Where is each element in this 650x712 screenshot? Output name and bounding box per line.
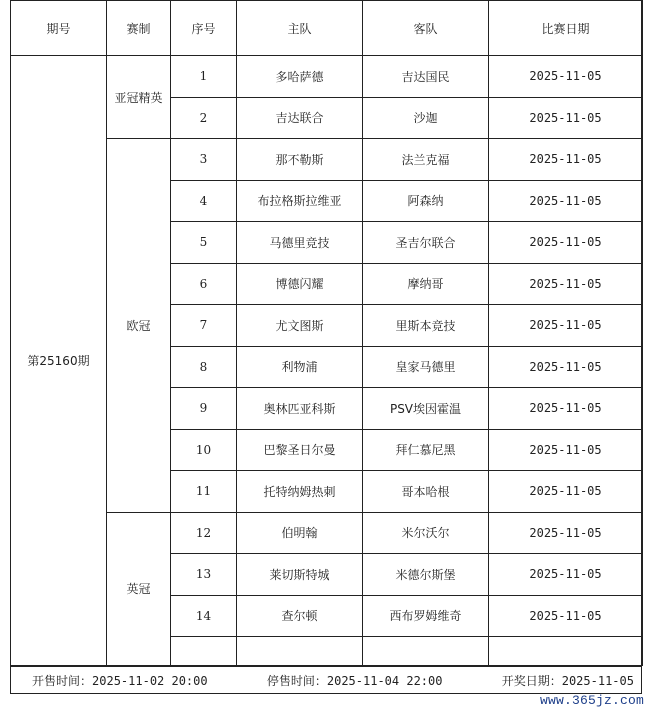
away-team: 摩纳哥 [363, 263, 489, 305]
match-index: 1 [171, 56, 237, 98]
header-home-team: 主队 [237, 1, 363, 56]
match-date: 2025-11-05 [489, 180, 643, 222]
home-team: 莱切斯特城 [237, 554, 363, 596]
match-date: 2025-11-05 [489, 139, 643, 181]
home-team: 马德里竞技 [237, 222, 363, 264]
match-date: 2025-11-05 [489, 346, 643, 388]
match-index: 6 [171, 263, 237, 305]
header-match-date: 比赛日期 [489, 1, 643, 56]
away-team: 哥本哈根 [363, 471, 489, 513]
sale-close-info [267, 672, 443, 689]
match-date: 2025-11-05 [489, 512, 643, 554]
match-date: 2025-11-05 [489, 595, 643, 637]
home-team: 查尔顿 [237, 595, 363, 637]
match-index: 10 [171, 429, 237, 471]
competition-cell: 欧冠 [107, 139, 171, 513]
match-index: 14 [171, 595, 237, 637]
header-period: 期号 [11, 1, 107, 56]
draw-date-value: 2025-11-05 [561, 674, 634, 688]
away-team: 拜仁慕尼黑 [363, 429, 489, 471]
blank-cell [489, 637, 643, 666]
sale-open-value: 2025-11-02 20:00 [92, 674, 208, 688]
away-team: 皇家马德里 [363, 346, 489, 388]
away-team: 法兰克福 [363, 139, 489, 181]
home-team: 多哈萨德 [237, 56, 363, 98]
competition-cell: 亚冠精英 [107, 56, 171, 139]
table-header-row [11, 1, 643, 56]
match-index: 12 [171, 512, 237, 554]
draw-date-label: 开奖日期： [501, 674, 562, 688]
blank-cell [363, 637, 489, 666]
away-team: 米尔沃尔 [363, 512, 489, 554]
home-team: 博德闪耀 [237, 263, 363, 305]
header-competition: 赛制 [107, 1, 171, 56]
draw-date-info [502, 672, 634, 689]
home-team: 吉达联合 [237, 97, 363, 139]
match-index: 8 [171, 346, 237, 388]
away-team: 米德尔斯堡 [363, 554, 489, 596]
match-index: 4 [171, 180, 237, 222]
sale-info-footer [10, 666, 642, 694]
home-team: 巴黎圣日尔曼 [237, 429, 363, 471]
match-date: 2025-11-05 [489, 388, 643, 430]
home-team: 伯明翰 [237, 512, 363, 554]
home-team: 尤文图斯 [237, 305, 363, 347]
schedule-table [10, 0, 643, 666]
period-cell: 第25160期 [11, 56, 107, 666]
match-date: 2025-11-05 [489, 97, 643, 139]
away-team: 圣吉尔联合 [363, 222, 489, 264]
header-index: 序号 [171, 1, 237, 56]
match-index: 7 [171, 305, 237, 347]
away-team: 吉达国民 [363, 56, 489, 98]
sale-open-label: 开售时间： [32, 674, 93, 688]
home-team: 布拉格斯拉维亚 [237, 180, 363, 222]
home-team: 那不勒斯 [237, 139, 363, 181]
match-index: 2 [171, 97, 237, 139]
away-team: 西布罗姆维奇 [363, 595, 489, 637]
sale-close-value: 2025-11-04 22:00 [326, 674, 443, 688]
match-date: 2025-11-05 [489, 471, 643, 513]
match-date: 2025-11-05 [489, 56, 643, 98]
match-date: 2025-11-05 [489, 429, 643, 471]
blank-cell [237, 637, 363, 666]
away-team: 里斯本竞技 [363, 305, 489, 347]
match-index: 11 [171, 471, 237, 513]
match-date: 2025-11-05 [489, 305, 643, 347]
away-team: 沙迦 [363, 97, 489, 139]
schedule-body [11, 56, 643, 666]
site-watermark: www.365jz.com [539, 693, 644, 708]
home-team: 托特纳姆热刺 [237, 471, 363, 513]
match-index: 3 [171, 139, 237, 181]
away-team: PSV埃因霍温 [363, 388, 489, 430]
header-away-team: 客队 [363, 1, 489, 56]
match-date: 2025-11-05 [489, 554, 643, 596]
table-row [11, 56, 643, 98]
competition-cell: 英冠 [107, 512, 171, 666]
home-team: 奥林匹亚科斯 [237, 388, 363, 430]
match-index: 13 [171, 554, 237, 596]
sale-open-info [32, 672, 208, 689]
sale-close-label: 停售时间： [266, 674, 327, 688]
match-index: 5 [171, 222, 237, 264]
home-team: 利物浦 [237, 346, 363, 388]
blank-cell [171, 637, 237, 666]
match-index: 9 [171, 388, 237, 430]
away-team: 阿森纳 [363, 180, 489, 222]
match-date: 2025-11-05 [489, 263, 643, 305]
match-date: 2025-11-05 [489, 222, 643, 264]
